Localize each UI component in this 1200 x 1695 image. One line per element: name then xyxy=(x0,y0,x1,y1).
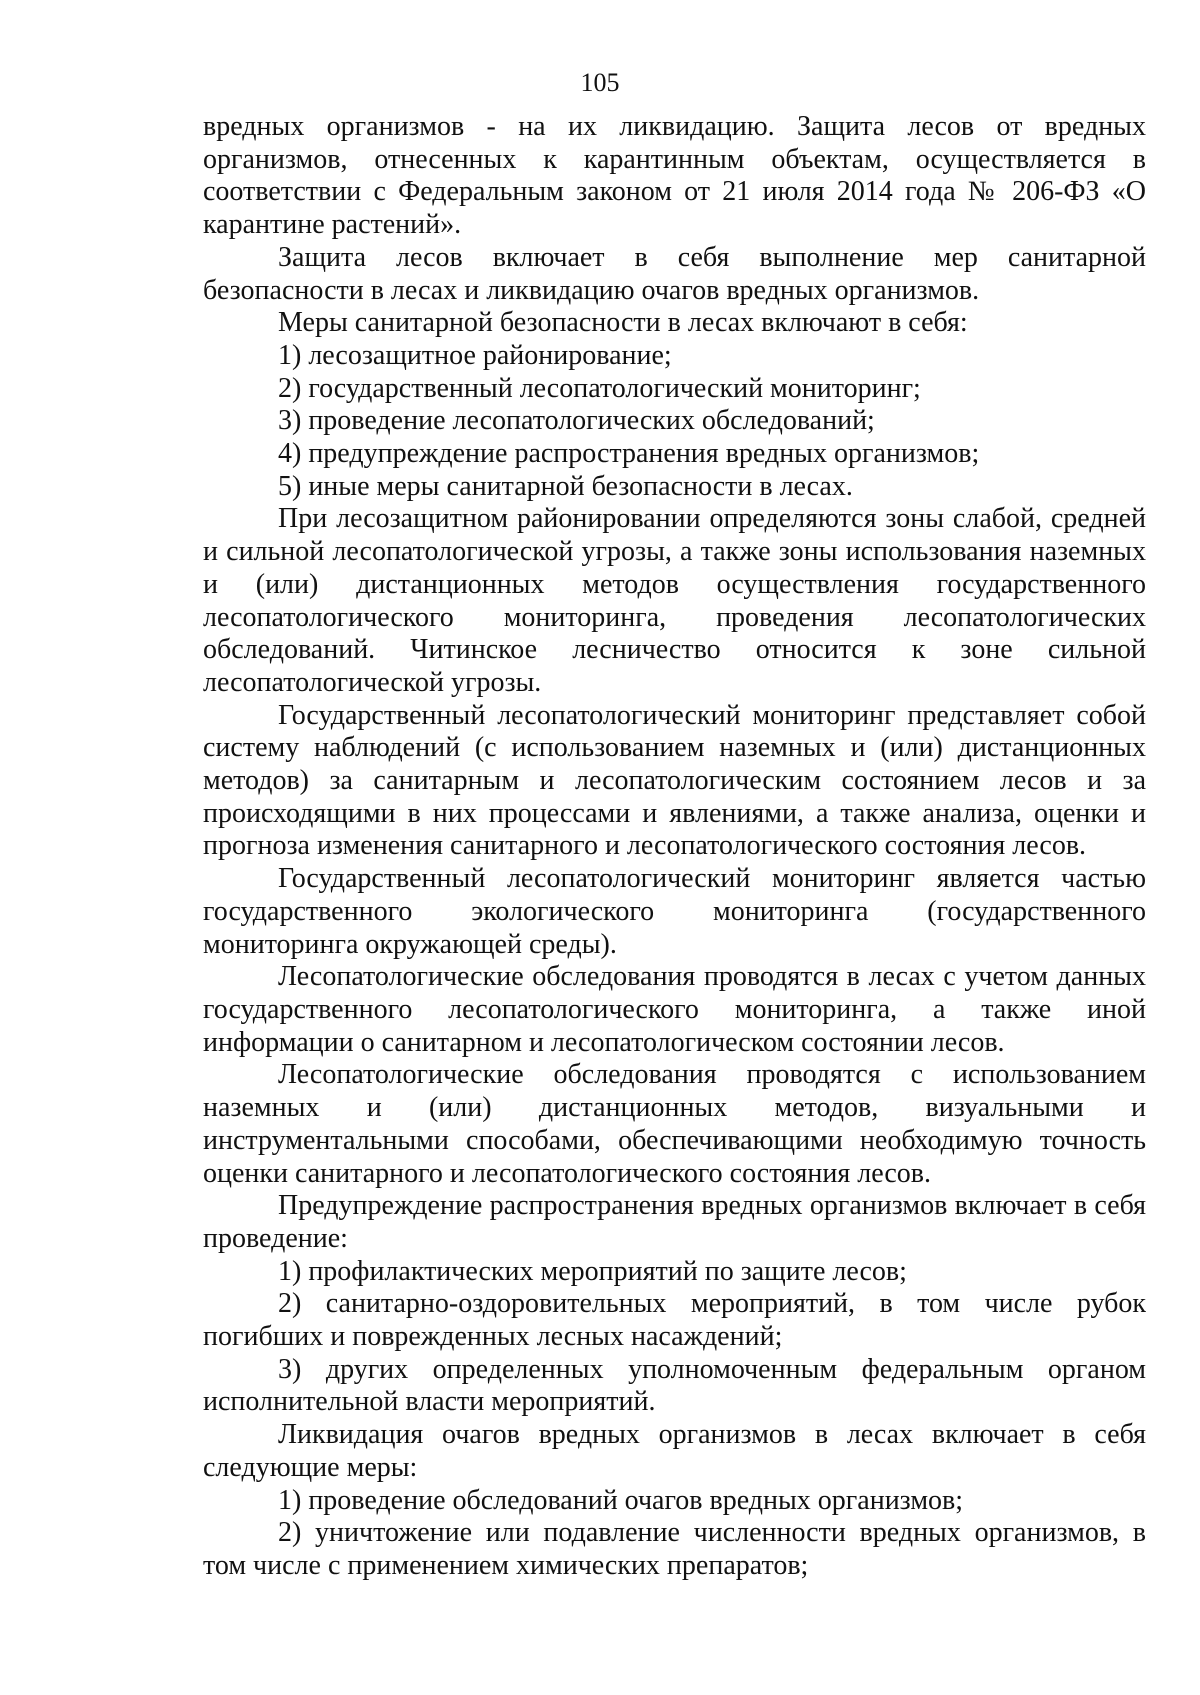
paragraph-monitoring-definition: Государственный лесопатологический мониторинг представляет собой систему наблюдений (с использованием наземных и (или) дистанционных методов) за санитарным и лесопатологическим состоянием лесов и за происходящими в них процессами и явлениями, а также анализа, оценки и прогноза изменения санитарного и лесопатологического состояния лесов. xyxy=(203,699,1146,862)
paragraph-monitoring-part: Государственный лесопатологический мониторинг является частью государственного экологического мониторинга (государственного мониторинга окружающей среды). xyxy=(203,863,1146,960)
paragraph-surveys-methods: Лесопатологические обследования проводятся с использованием наземных и (или) дистанционных методов, визуальными и инструментальными способами, обеспечивающими необходимую точность оценки санитарного и лесопатологического состояния лесов. xyxy=(203,1059,1146,1189)
list-item-surveys: 3) проведение лесопатологических обследований; xyxy=(278,405,875,437)
paragraph-prevention-intro: Предупреждение распространения вредных организмов включает в себя проведение: xyxy=(203,1190,1146,1254)
list-item-other-measures: 5) иные меры санитарной безопасности в лесах. xyxy=(278,470,853,502)
list-item-monitoring: 2) государственный лесопатологический мониторинг; xyxy=(278,372,921,404)
paragraph-quarantine-law: вредных организмов - на их ликвидацию. Защита лесов от вредных организмов, отнесенных к карантинным объектам, осуществляется в соответствии с Федеральным законом от 21 июля 2014 года № 206-ФЗ «О карантине растений». xyxy=(203,111,1146,241)
list-item-sanitary-measures: 2) санитарно-оздоровительных мероприятий, в том числе рубок погибших и поврежденных лесных насаждений; xyxy=(203,1288,1146,1353)
paragraph-forest-protection: Защита лесов включает в себя выполнение мер санитарной безопасности в лесах и ликвидацию очагов вредных организмов. xyxy=(203,241,1146,306)
page-number: 105 xyxy=(580,68,620,97)
paragraph-sanitary-measures-intro: Меры санитарной безопасности в лесах включают в себя: xyxy=(278,307,968,339)
paragraph-zoning: При лесозащитном районировании определяются зоны слабой, средней и сильной лесопатологической угрозы, а также зоны использования наземных и (или) дистанционных методов осуществления государственного лесопатологического мониторинга, проведения лесопатологических обследований. Читинское лесничество относится к зоне сильной лесопатологической угрозы. xyxy=(203,503,1146,698)
list-item-zoning: 1) лесозащитное районирование; xyxy=(278,339,672,371)
list-item-prevention: 4) предупреждение распространения вредных организмов; xyxy=(278,438,980,470)
document-body xyxy=(203,111,1146,1583)
paragraph-surveys-data: Лесопатологические обследования проводятся в лесах с учетом данных государственного лесопатологического мониторинга, а также иной информации о санитарном и лесопатологическом состоянии лесов. xyxy=(203,961,1146,1058)
list-item-foci-surveys: 1) проведение обследований очагов вредных организмов; xyxy=(278,1484,964,1516)
list-item-pest-suppression: 2) уничтожение или подавление численности вредных организмов, в том числе с применением химических препаратов; xyxy=(203,1517,1146,1581)
list-item-preventive-measures: 1) профилактических мероприятий по защите лесов; xyxy=(278,1255,907,1287)
paragraph-liquidation-intro: Ликвидация очагов вредных организмов в лесах включает в себя следующие меры: xyxy=(203,1419,1146,1483)
list-item-other-federal-measures: 3) других определенных уполномоченным федеральным органом исполнительной власти мероприятий. xyxy=(203,1353,1146,1418)
